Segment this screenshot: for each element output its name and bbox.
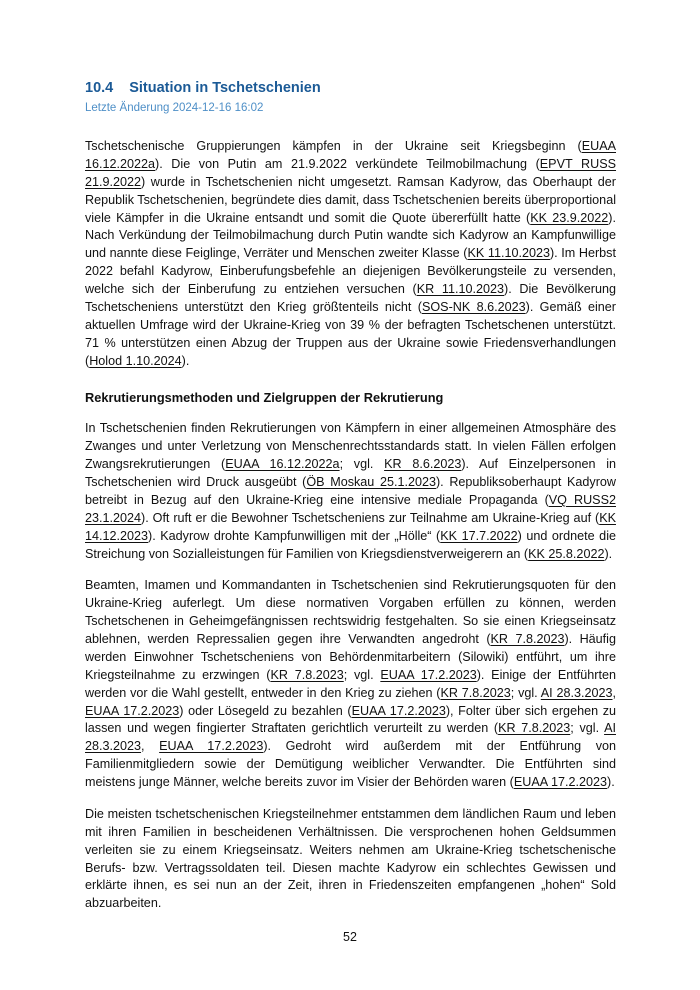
citation-link[interactable]: EUAA 17.2.2023 [513,775,607,789]
citation-link[interactable]: EPVT RUSS 21.9.2022 [85,156,617,189]
text-run: ; vgl. [339,457,385,472]
citation-link[interactable]: KK 25.8.2022 [528,546,605,561]
citation-link[interactable]: KR 8.6.2023 [384,457,462,472]
citation-link[interactable]: KK 14.12.2023 [85,510,616,543]
text-run: ). Häufig werden Einwohner Tschetscheniens von Behördenmitarbeitern (Silowiki) entführt, um ihre Kriegsteilnahme zu erzwingen ( [85,632,616,682]
citation-link[interactable]: KR 7.8.2023 [490,632,565,646]
text-run: ; vgl. [343,667,381,682]
text-run: ). Gedroht wird außerdem mit der Entführung von Familienmitgliedern sowie der Demütigung weiblicher Verwandter. Die Entführten sind meistens junge Männer, welche bereits zuvor im Visier der Behörden waren ( [85,739,617,789]
text-run: Die meisten tschetschenischen Kriegsteilnehmer entstammen dem ländlichen Raum und leben mit ihren Familien in bescheidenen Verhältnissen. Die versprochenen hohen Geldsummen verleiten sie zu einem Kriegseinsatz. Weiters nehmen am Ukraine-Krieg tschetschenische Berufs- bzw. Vertragssoldaten teil. Diesen machte Kadyrow ein schlechtes Gewissen und erklärte ihnen, es sei nun an der Zeit, ihren in Friedenszeiten empfangenen „hohen“ Sold abzuarbeiten. [85,806,616,911]
subsection-heading: Rekrutierungsmethoden und Zielgruppen der Rekrutierung [85,390,444,406]
citation-link[interactable]: KR 7.8.2023 [498,721,571,736]
citation-link[interactable]: KK 11.10.2023 [467,246,550,261]
text-run: ). Die Bevölkerung Tschetscheniens unterstützt den Krieg größtenteils nicht ( [85,282,616,314]
text-run: In Tschetschenien finden Rekrutierungen von Kämpfern in einer allgemeinen Atmosphäre des Zwanges und unter Verletzung von Menschenrechtsstandards statt. In vielen Fällen erfolgen Zwangsrekrutierungen ( [85,421,616,472]
section-heading [85,80,616,96]
text-run: ), Folter über sich ergehen zu lassen und wegen fingierter Straftaten gerichtlich verurteilt zu werden ( [85,703,617,736]
paragraph-3 [85,577,616,792]
citation-link[interactable]: KR 7.8.2023 [440,685,511,700]
text-run: , [141,739,160,754]
citation-link[interactable]: Holod 1.10.2024 [89,353,182,368]
text-run: ). Einige der Entführten werden vor die Wahl gestellt, entweder in den Krieg zu ziehen ( [85,667,616,700]
citation-link[interactable]: AI 28.3.2023 [85,721,616,754]
section-number: 10.4 [85,80,114,96]
citation-link[interactable]: EUAA 16.12.2022a [225,457,340,472]
last-modified-line: Letzte Änderung 2024-12-16 16:02 [85,102,264,114]
text-run: ). Die von Putin am 21.9.2022 verkündete Teilmobilmachung ( [155,156,540,171]
citation-link[interactable]: KK 17.7.2022 [440,528,518,543]
text-run: ) und ordnete die Streichung von Sozialleistungen für Familien von Kriegsdienstverweigerern an ( [85,528,616,561]
text-run: ). Kadyrow drohte Kampfunwilligen mit der „Hölle“ ( [148,528,441,543]
text-run: ; vgl. [570,721,605,736]
text-run: ). Gemäß einer aktuellen Umfrage wird der Ukraine-Krieg von 39 % der befragten Tschetschenen unterstützt. 71 % unterstützen einen Abzug der Truppen aus der Ukraine sowie Friedensverhandlungen ( [85,299,616,368]
text-run: ) oder Lösegeld zu bezahlen ( [179,703,352,718]
text-run: ). [181,353,190,368]
citation-link[interactable]: KR 7.8.2023 [270,667,344,682]
citation-link[interactable]: VQ RUSS2 23.1.2024 [85,492,616,525]
paragraph-1 [85,138,616,370]
text-run: ). Auf Einzelpersonen in Tschetschenien wird Druck ausgeübt ( [85,457,616,489]
text-run: , [612,685,616,700]
text-run: Beamten, Imamen und Kommandanten in Tschetschenien sind Rekrutierungsquoten für den Ukraine-Krieg auferlegt. Um diese normativen Vorgaben erfüllen zu können, werden Tschetschenen in Geheimgefängnissen rechtswidrig festgehalten. So sie einen Kriegseinsatz ablehnen, werden Repressalien gegen ihre Verwandten angedroht ( [85,578,616,646]
text-run: ; vgl. [510,685,541,700]
text-run: ). Im Herbst 2022 befahl Kadyrow, Einberufungsbefehle an diejenigen Bevölkerungsteile zu versenden, welche sich der Einberufung zu entziehen versuchen ( [85,246,616,296]
citation-link[interactable]: KK 23.9.2022 [530,210,609,225]
citation-link[interactable]: ÖB Moskau 25.1.2023 [306,475,436,489]
text-run: Tschetschenische Gruppierungen kämpfen in der Ukraine seit Kriegsbeginn ( [85,139,582,153]
citation-link[interactable]: EUAA 17.2.2023 [85,703,180,718]
text-run: ) wurde in Tschetschenien nicht umgesetzt. Ramsan Kadyrow, das Oberhaupt der Republik Tschetschenien, begründete dies damit, dass Tschetschenien bereits überproportional viele Kämpfer in die Ukraine entsandt und somit die Quote übererfüllt hatte ( [85,174,616,225]
text-run: ). Republiksoberhaupt Kadyrow betreibt in Bezug auf den Ukraine-Krieg eine intensive mediale Propaganda ( [85,475,616,507]
text-run: ). [607,775,615,789]
page-number: 52 [343,930,357,944]
text-run: ). Nach Verkündung der Teilmobilmachung durch Putin wandte sich Kadyrow an Kampfunwillige und nannte diese Feiglinge, Verräter und Menschen zweiter Klasse ( [85,210,616,261]
citation-link[interactable]: EUAA 16.12.2022a [85,139,616,171]
citation-link[interactable]: KR 11.10.2023 [416,282,505,296]
citation-link[interactable]: EUAA 17.2.2023 [351,703,446,718]
citation-link[interactable]: EUAA 17.2.2023 [159,739,264,754]
text-run: ). [604,546,613,561]
text-run: ). Oft ruft er die Bewohner Tschetscheniens zur Teilnahme am Ukraine-Krieg auf ( [141,510,600,525]
section-title: Situation in Tschetschenien [129,80,321,96]
paragraph-4 [85,806,616,913]
page-content [85,80,616,927]
citation-link[interactable]: SOS-NK 8.6.2023 [421,299,526,314]
citation-link[interactable]: AI 28.3.2023 [540,685,613,700]
citation-link[interactable]: EUAA 17.2.2023 [380,667,477,682]
paragraph-2 [85,420,616,563]
